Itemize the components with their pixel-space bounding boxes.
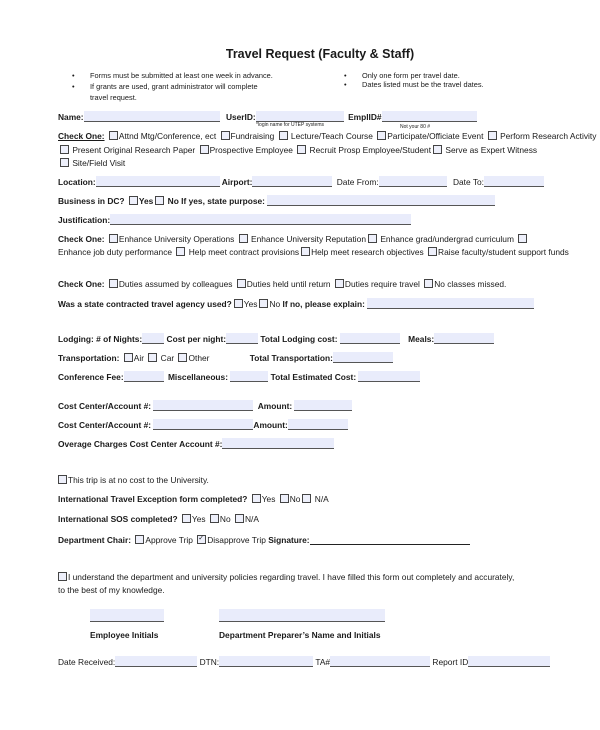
dtn-field[interactable]: [219, 656, 313, 667]
form-text: Disapprove Trip: [207, 535, 266, 545]
form-text: Perform Research Activity: [500, 131, 597, 141]
location-field[interactable]: [96, 176, 220, 187]
cost-per-night-field[interactable]: [226, 333, 258, 344]
chair-row: [58, 534, 470, 546]
checkbox[interactable]: [182, 514, 191, 523]
dc-yes-checkbox[interactable]: [129, 196, 138, 205]
form-text: Check One:: [58, 279, 105, 289]
no-cost-checkbox[interactable]: [58, 475, 67, 484]
airport-field[interactable]: [252, 176, 332, 187]
form-text: Signature:: [268, 535, 310, 545]
name-field[interactable]: [84, 111, 220, 122]
acknowledgement-line-1: [58, 572, 514, 583]
instruction-bullet-cont: [90, 92, 137, 103]
form-text: •: [344, 71, 347, 80]
form-text: DTN:: [199, 657, 220, 667]
conference-fee-field[interactable]: [124, 371, 164, 382]
checkbox[interactable]: [424, 279, 433, 288]
form-text: Cost per night:: [166, 334, 227, 344]
checkbox[interactable]: [368, 234, 377, 243]
date-from-label: Date From:: [336, 177, 379, 187]
date-to-label: Date To:: [452, 177, 484, 187]
form-text: Enhance University Reputation: [250, 234, 366, 244]
form-text: Attnd Mtg/Conference, ect: [118, 131, 217, 141]
form-text: N/A: [244, 514, 259, 524]
benefit-line-2: [58, 247, 569, 258]
car-checkbox[interactable]: [148, 353, 157, 362]
form-text: Total Lodging cost:: [260, 334, 338, 344]
agency-yes-checkbox[interactable]: [234, 299, 243, 308]
emplid-field[interactable]: [382, 111, 477, 122]
office-use-row: [58, 656, 550, 668]
acknowledge-checkbox[interactable]: [58, 572, 67, 581]
form-text: Recruit Prosp Employee/Student: [309, 145, 432, 155]
form-text: TA#: [315, 657, 331, 667]
checkbox[interactable]: [239, 234, 248, 243]
form-text: No: [269, 299, 281, 309]
instruction-bullet: [72, 70, 273, 81]
form-text: Fundraising: [230, 131, 275, 141]
form-text: Check One:: [58, 234, 105, 244]
checkbox[interactable]: [176, 247, 185, 256]
checkbox[interactable]: [60, 158, 69, 167]
amount-field-2[interactable]: [288, 419, 348, 430]
total-estimated-field[interactable]: [358, 371, 420, 382]
form-text: Serve as Expert Witness: [445, 145, 538, 155]
page-title: Travel Request (Faculty & Staff): [225, 47, 415, 61]
employee-initials-label: Employee Initials: [90, 630, 159, 640]
agency-row: [58, 298, 534, 310]
amount-field-1[interactable]: [294, 400, 352, 411]
preparer-name-field[interactable]: [219, 609, 385, 622]
signature-line[interactable]: [310, 534, 470, 545]
name-label: Name:: [58, 112, 84, 122]
checkbox[interactable]: [200, 145, 209, 154]
form-text: If grants are used, grant administrator will complete: [90, 82, 258, 91]
checkbox[interactable]: [280, 494, 289, 503]
cost-center-field-2[interactable]: [153, 419, 253, 430]
form-text: Yes: [191, 514, 206, 524]
form-text: No: [289, 494, 301, 504]
checkbox[interactable]: [279, 131, 288, 140]
meals-field[interactable]: [434, 333, 494, 344]
checkbox[interactable]: [428, 247, 437, 256]
checkbox[interactable]: [237, 279, 246, 288]
form-text: to the best of my knowledge.: [58, 585, 165, 595]
checkbox[interactable]: [109, 234, 118, 243]
location-label: Location:: [58, 177, 96, 187]
account-row-1: [58, 400, 352, 412]
form-text: I understand the department and university policies regarding travel. I have filled this form out completely and accurately,: [68, 572, 515, 582]
form-text: •: [72, 82, 75, 91]
form-text: Prospective Employee: [209, 145, 293, 155]
userid-label: UserID:: [225, 112, 256, 122]
form-text: Yes: [261, 494, 276, 504]
form-text: Total Transportation:: [249, 353, 333, 363]
form-text: Business in DC?: [58, 196, 125, 206]
form-text: •: [72, 71, 75, 80]
no-cost-row: [58, 475, 209, 486]
form-text: No: [167, 196, 179, 206]
form-text: This trip is at no cost to the University.: [68, 475, 209, 485]
airport-label: Airport:: [221, 177, 253, 187]
form-text: Report ID: [432, 657, 469, 667]
nights-field[interactable]: [142, 333, 164, 344]
form-text: Dates listed must be the travel dates.: [362, 80, 484, 89]
checkbox[interactable]: [109, 279, 118, 288]
form-text: travel request.: [90, 93, 137, 102]
emplid-label: EmplID#: [348, 112, 382, 122]
form-text: Enhance job duty performance: [58, 247, 173, 257]
checkbox[interactable]: [488, 131, 497, 140]
date-to-field[interactable]: [484, 176, 544, 187]
agency-explain-field[interactable]: [367, 298, 534, 309]
date-received-field[interactable]: [115, 656, 197, 667]
form-text: Date Received:: [58, 657, 116, 667]
form-text: Enhance grad/undergrad curriculum: [380, 234, 514, 244]
purpose-line-1: [58, 131, 596, 142]
total-transportation-field[interactable]: [333, 352, 393, 363]
dc-row: [58, 195, 495, 207]
form-text: •: [344, 80, 347, 89]
account-row-2: [58, 419, 348, 431]
form-text: Present Original Research Paper: [72, 145, 196, 155]
checkbox[interactable]: [301, 247, 310, 256]
form-text: Cost Center/Account #:: [58, 401, 152, 411]
other-checkbox[interactable]: [178, 353, 187, 362]
userid-note: *login name for UTEP systems: [256, 122, 324, 128]
form-text: If no, please explain:: [282, 299, 365, 309]
purpose-line-2: [58, 145, 537, 156]
form-text: Car: [160, 353, 175, 363]
total-lodging-field[interactable]: [340, 333, 400, 344]
form-text: Enhance University Operations: [118, 234, 235, 244]
conference-row: [58, 371, 420, 383]
dc-purpose-field[interactable]: [267, 195, 495, 206]
date-from-field[interactable]: [379, 176, 447, 187]
form-text: Duties assumed by colleagues: [118, 279, 233, 289]
checkbox[interactable]: [302, 494, 311, 503]
checkbox[interactable]: [433, 145, 442, 154]
form-text: Air: [133, 353, 144, 363]
form-text: Miscellaneous:: [167, 372, 228, 382]
form-text: Lecture/Teach Course: [290, 131, 373, 141]
location-row: [58, 176, 544, 188]
form-text: N/A: [314, 494, 329, 504]
form-text: Help meet research objectives: [311, 247, 424, 257]
userid-field[interactable]: [256, 111, 344, 122]
form-text: No: [219, 514, 231, 524]
form-text: Transportation:: [58, 353, 120, 363]
checkbox[interactable]: [235, 514, 244, 523]
lodging-row: [58, 333, 494, 345]
overage-account-field[interactable]: [222, 438, 334, 449]
intl-exception-row: [58, 494, 329, 505]
checkbox[interactable]: [109, 131, 118, 140]
form-text: Amount:: [253, 420, 288, 430]
form-text: Justification:: [58, 215, 111, 225]
form-text: Overage Charges Cost Center Account #:: [58, 439, 223, 449]
preparer-name-label: Department Preparer’s Name and Initials: [219, 630, 381, 640]
emplid-note: Not your 80 #: [400, 124, 431, 130]
form-text: Department Chair:: [58, 535, 132, 545]
form-text: Conference Fee:: [58, 372, 124, 382]
form-text: Participate/Officiate Event: [387, 131, 484, 141]
employee-initials-field[interactable]: [90, 609, 164, 622]
justification-field[interactable]: [110, 214, 411, 225]
form-text: Yes: [138, 196, 154, 206]
checkbox[interactable]: [210, 514, 219, 523]
purpose-line-3: [58, 158, 125, 169]
dc-no-checkbox[interactable]: [155, 196, 164, 205]
form-text: International SOS completed?: [58, 514, 178, 524]
checkbox[interactable]: [377, 131, 386, 140]
form-text: If yes, state purpose:: [181, 196, 265, 206]
form-text: Raise faculty/student support funds: [438, 247, 569, 257]
disapprove-checkbox[interactable]: [197, 535, 206, 544]
approve-checkbox[interactable]: [135, 535, 144, 544]
benefit-line-1: [58, 234, 528, 245]
form-text: No classes missed.: [434, 279, 507, 289]
checkbox[interactable]: [221, 131, 230, 140]
ta-field[interactable]: [330, 656, 430, 667]
checkbox[interactable]: [297, 145, 306, 154]
form-text: Total Estimated Cost:: [270, 372, 357, 382]
form-text: Site/Field Visit: [72, 158, 126, 168]
instruction-bullet: [72, 81, 258, 92]
form-text: Amount:: [257, 401, 293, 411]
justification-row: [58, 214, 411, 226]
form-text: Other: [188, 353, 210, 363]
form-text: Yes: [243, 299, 258, 309]
form-text: Only one form per travel date.: [362, 71, 460, 80]
form-text: Cost Center/Account #:: [58, 420, 152, 430]
cost-center-field-1[interactable]: [153, 400, 253, 411]
checkbox[interactable]: [335, 279, 344, 288]
form-text: International Travel Exception form completed?: [58, 494, 248, 504]
miscellaneous-field[interactable]: [230, 371, 268, 382]
transportation-row: [58, 352, 393, 364]
form-text: Duties require travel: [344, 279, 420, 289]
form-text: Lodging: # of Nights:: [58, 334, 143, 344]
intl-sos-row: [58, 514, 259, 525]
checkbox[interactable]: [518, 234, 527, 243]
acknowledgement-line-2: [58, 585, 165, 596]
instruction-bullet: [344, 79, 484, 90]
form-text: Duties held until return: [246, 279, 331, 289]
form-text: Approve Trip: [145, 535, 193, 545]
check-one-label: Check One:: [58, 131, 105, 141]
form-text: Forms must be submitted at least one week in advance.: [90, 71, 273, 80]
checkbox[interactable]: [252, 494, 261, 503]
form-text: Was a state contracted travel agency used?: [58, 299, 232, 309]
report-id-field[interactable]: [468, 656, 550, 667]
form-text: Meals:: [408, 334, 435, 344]
air-checkbox[interactable]: [124, 353, 133, 362]
form-text: Help meet contract provisions: [188, 247, 300, 257]
duties-row: [58, 279, 506, 290]
checkbox[interactable]: [60, 145, 69, 154]
overage-row: [58, 438, 334, 450]
agency-no-checkbox[interactable]: [259, 299, 268, 308]
